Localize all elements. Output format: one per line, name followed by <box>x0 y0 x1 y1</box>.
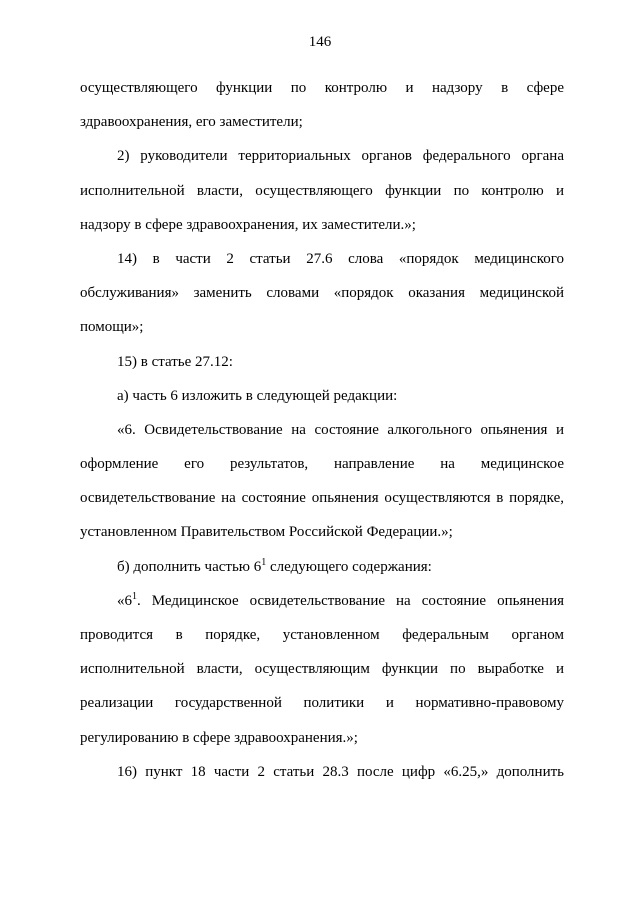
text-line: установленном Правительством Российской Федерации.»; <box>80 524 453 541</box>
text-line: реализации государственной политики и нормативно-правовому <box>80 695 564 712</box>
text-line <box>80 550 564 584</box>
text-line: надзору в сфере здравоохранения, их заместители.»; <box>80 216 416 233</box>
text-line <box>80 584 564 618</box>
text-line: оформление его результатов, направление на медицинское <box>80 456 564 473</box>
text-line: 14) в части 2 статьи 27.6 слова «порядок медицинского <box>117 250 564 267</box>
text-fragment: «6 <box>117 592 132 609</box>
superscript: 1 <box>261 556 267 568</box>
text-line: регулированию в сфере здравоохранения.»; <box>80 729 358 746</box>
text-line: 2) руководители территориальных органов федерального органа <box>117 148 564 165</box>
text-line: «6. Освидетельствование на состояние алкогольного опьянения и <box>117 421 564 438</box>
text-line: 15) в статье 27.12: <box>117 353 233 370</box>
text-line: освидетельствование на состояние опьянения осуществляются в порядке, <box>80 490 564 507</box>
text-line: здравоохранения, его заместители; <box>80 114 303 131</box>
document-body <box>80 71 564 789</box>
text-fragment: . Медицинское освидетельствование на состояние опьянения <box>137 592 564 609</box>
text-line: проводится в порядке, установленном федеральным органом <box>80 627 564 643</box>
text-line: обслуживания» заменить словами «порядок оказания медицинской <box>80 285 564 302</box>
text-fragment: следующего содержания: <box>266 558 432 575</box>
text-line: а) часть 6 изложить в следующей редакции: <box>117 387 398 404</box>
text-fragment: б) дополнить частью 6 <box>117 558 262 575</box>
superscript: 1 <box>132 590 137 602</box>
text-line: исполнительной власти, осуществляющего функции по контролю и <box>80 182 564 199</box>
page-number: 146 <box>308 34 332 50</box>
text-line: исполнительной власти, осуществляющим функции по выработке и <box>80 661 564 678</box>
text-line: осуществляющего функции по контролю и надзору в сфере <box>80 80 564 96</box>
text-line: помощи»; <box>80 319 144 336</box>
text-line: 16) пункт 18 части 2 статьи 28.3 после цифр «6.25,» дополнить <box>117 763 564 780</box>
